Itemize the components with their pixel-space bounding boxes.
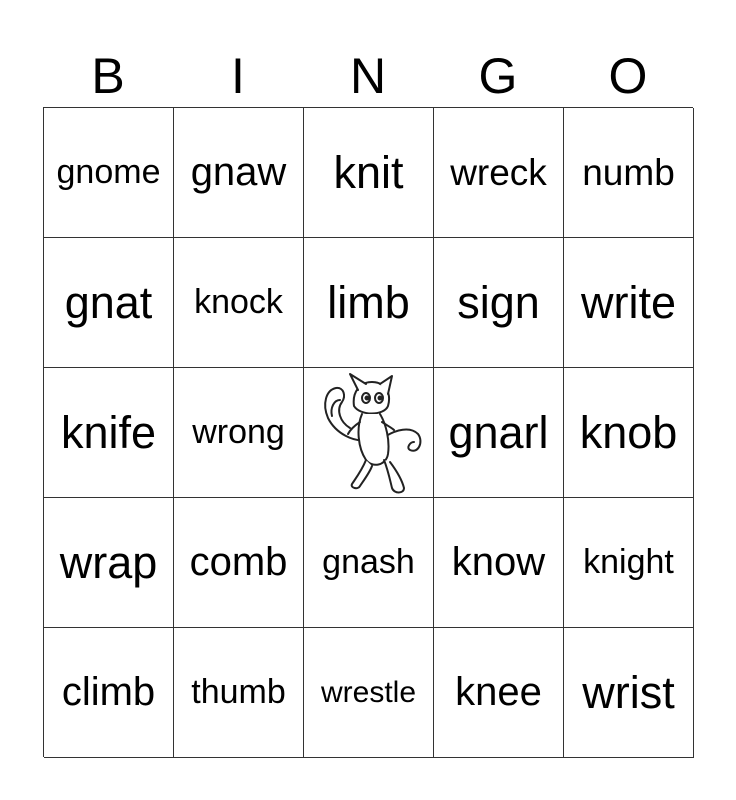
bingo-cell[interactable]: gnat [44,238,174,368]
bingo-cell[interactable]: wrist [564,628,694,758]
bingo-cell[interactable]: knife [44,368,174,498]
bingo-cell[interactable]: wrap [44,498,174,628]
bingo-cell[interactable]: knock [174,238,304,368]
bingo-cell[interactable]: know [434,498,564,628]
bingo-cell[interactable]: knight [564,498,694,628]
bingo-grid [43,107,693,757]
bingo-cell[interactable]: comb [174,498,304,628]
bingo-cell[interactable]: wrong [174,368,304,498]
bingo-cell[interactable]: knit [304,108,434,238]
bingo-cell[interactable]: gnash [304,498,434,628]
bingo-cell[interactable]: knob [564,368,694,498]
header-letter-b: B [91,48,125,104]
bingo-cell[interactable]: wrestle [304,628,434,758]
free-space-cell[interactable] [304,368,434,498]
header-letter-o: O [608,48,648,104]
cat-creature-icon [314,370,424,496]
header-letter-i: I [231,48,245,104]
bingo-cell[interactable]: thumb [174,628,304,758]
bingo-cell[interactable]: climb [44,628,174,758]
header-letter-g: G [478,48,518,104]
header-letter-n: N [349,48,387,104]
bingo-cell[interactable]: gnome [44,108,174,238]
bingo-cell[interactable]: gnaw [174,108,304,238]
bingo-cell[interactable]: knee [434,628,564,758]
bingo-cell[interactable]: limb [304,238,434,368]
bingo-cell[interactable]: sign [434,238,564,368]
bingo-cell[interactable]: numb [564,108,694,238]
bingo-cell[interactable]: write [564,238,694,368]
bingo-cell[interactable]: wreck [434,108,564,238]
bingo-cell[interactable]: gnarl [434,368,564,498]
bingo-header [43,46,693,106]
